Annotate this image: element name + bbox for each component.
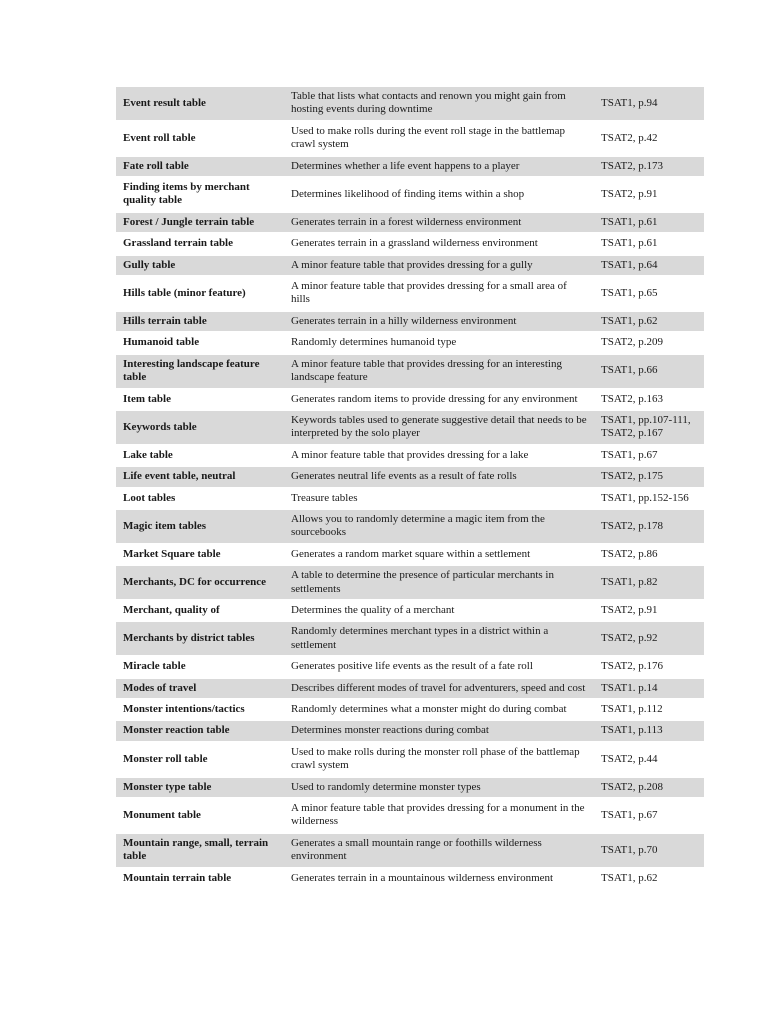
table-row xyxy=(116,234,704,255)
table-source-cell: TSAT1, p.65 xyxy=(594,277,704,312)
table-description-cell: Used to make rolls during the monster roll phase of the battlemap crawl system xyxy=(284,743,594,778)
table-name-cell: Finding items by merchant quality table xyxy=(116,178,284,213)
table-name-cell: Gully table xyxy=(116,256,284,277)
table-description-cell: Generates positive life events as the result of a fate roll xyxy=(284,657,594,678)
table-row xyxy=(116,178,704,213)
table-row xyxy=(116,834,704,869)
table-description-cell: Allows you to randomly determine a magic item from the sourcebooks xyxy=(284,510,594,545)
table-source-cell: TSAT2, p.92 xyxy=(594,622,704,657)
table-row xyxy=(116,333,704,354)
table-row xyxy=(116,411,704,446)
table-source-cell: TSAT1, p.62 xyxy=(594,869,704,890)
table-body xyxy=(116,87,704,890)
table-row xyxy=(116,622,704,657)
table-row xyxy=(116,869,704,890)
table-name-cell: Monster intentions/tactics xyxy=(116,700,284,721)
table-row xyxy=(116,87,704,122)
table-name-cell: Hills terrain table xyxy=(116,312,284,333)
table-source-cell: TSAT1, p.64 xyxy=(594,256,704,277)
table-description-cell: Keywords tables used to generate suggestive detail that needs to be interpreted by the solo player xyxy=(284,411,594,446)
table-name-cell: Forest / Jungle terrain table xyxy=(116,213,284,234)
table-name-cell: Interesting landscape feature table xyxy=(116,355,284,390)
table-description-cell: A table to determine the presence of particular merchants in settlements xyxy=(284,566,594,601)
table-description-cell: Randomly determines humanoid type xyxy=(284,333,594,354)
table-source-cell: TSAT1. p.14 xyxy=(594,679,704,700)
table-name-cell: Humanoid table xyxy=(116,333,284,354)
table-name-cell: Lake table xyxy=(116,446,284,467)
table-description-cell: Generates a small mountain range or foothills wilderness environment xyxy=(284,834,594,869)
table-name-cell: Merchants by district tables xyxy=(116,622,284,657)
table-source-cell: TSAT2, p.175 xyxy=(594,467,704,488)
table-source-cell: TSAT1, pp.107-111, TSAT2, p.167 xyxy=(594,411,704,446)
table-row xyxy=(116,256,704,277)
table-row xyxy=(116,545,704,566)
table-description-cell: Generates random items to provide dressing for any environment xyxy=(284,390,594,411)
table-name-cell: Hills table (minor feature) xyxy=(116,277,284,312)
table-description-cell: Treasure tables xyxy=(284,489,594,510)
table-row xyxy=(116,566,704,601)
table-row xyxy=(116,601,704,622)
table-name-cell: Fate roll table xyxy=(116,157,284,178)
table-source-cell: TSAT2, p.178 xyxy=(594,510,704,545)
table-row xyxy=(116,510,704,545)
table-description-cell: A minor feature table that provides dressing for a lake xyxy=(284,446,594,467)
table-row xyxy=(116,277,704,312)
table-name-cell: Event result table xyxy=(116,87,284,122)
table-source-cell: TSAT1, p.70 xyxy=(594,834,704,869)
table-description-cell: A minor feature table that provides dressing for a small area of hills xyxy=(284,277,594,312)
table-source-cell: TSAT1, p.94 xyxy=(594,87,704,122)
table-row xyxy=(116,390,704,411)
table-row xyxy=(116,213,704,234)
table-name-cell: Grassland terrain table xyxy=(116,234,284,255)
table-name-cell: Market Square table xyxy=(116,545,284,566)
table-description-cell: Determines whether a life event happens to a player xyxy=(284,157,594,178)
table-row xyxy=(116,721,704,742)
table-description-cell: Generates terrain in a mountainous wilderness environment xyxy=(284,869,594,890)
table-source-cell: TSAT2, p.208 xyxy=(594,778,704,799)
table-description-cell: Generates terrain in a forest wilderness environment xyxy=(284,213,594,234)
table-source-cell: TSAT2, p.42 xyxy=(594,122,704,157)
table-description-cell: Randomly determines merchant types in a district within a settlement xyxy=(284,622,594,657)
table-description-cell: Determines likelihood of finding items within a shop xyxy=(284,178,594,213)
table-source-cell: TSAT2, p.176 xyxy=(594,657,704,678)
table-row xyxy=(116,700,704,721)
table-source-cell: TSAT1, p.62 xyxy=(594,312,704,333)
table-row xyxy=(116,446,704,467)
table-description-cell: Randomly determines what a monster might do during combat xyxy=(284,700,594,721)
table-name-cell: Monster reaction table xyxy=(116,721,284,742)
table-description-cell: A minor feature table that provides dressing for an interesting landscape feature xyxy=(284,355,594,390)
table-name-cell: Item table xyxy=(116,390,284,411)
table-source-cell: TSAT2, p.163 xyxy=(594,390,704,411)
table-name-cell: Event roll table xyxy=(116,122,284,157)
table-name-cell: Mountain terrain table xyxy=(116,869,284,890)
table-source-cell: TSAT2, p.44 xyxy=(594,743,704,778)
table-name-cell: Mountain range, small, terrain table xyxy=(116,834,284,869)
table-source-cell: TSAT1, p.67 xyxy=(594,799,704,834)
table-description-cell: A minor feature table that provides dressing for a gully xyxy=(284,256,594,277)
table-row xyxy=(116,679,704,700)
table-source-cell: TSAT1, p.112 xyxy=(594,700,704,721)
table-description-cell: Generates neutral life events as a result of fate rolls xyxy=(284,467,594,488)
table-row xyxy=(116,489,704,510)
table-name-cell: Monster roll table xyxy=(116,743,284,778)
table-description-cell: Table that lists what contacts and renown you might gain from hosting events during downtime xyxy=(284,87,594,122)
table-source-cell: TSAT2, p.86 xyxy=(594,545,704,566)
table-row xyxy=(116,157,704,178)
table-description-cell: Describes different modes of travel for adventurers, speed and cost xyxy=(284,679,594,700)
table-description-cell: Generates terrain in a hilly wilderness environment xyxy=(284,312,594,333)
table-source-cell: TSAT2, p.173 xyxy=(594,157,704,178)
table-source-cell: TSAT2, p.91 xyxy=(594,601,704,622)
table-description-cell: A minor feature table that provides dressing for a monument in the wilderness xyxy=(284,799,594,834)
table-row xyxy=(116,467,704,488)
table-row xyxy=(116,312,704,333)
table-source-cell: TSAT1, p.61 xyxy=(594,234,704,255)
table-name-cell: Monument table xyxy=(116,799,284,834)
table-source-cell: TSAT1, p.67 xyxy=(594,446,704,467)
table-description-cell: Generates a random market square within a settlement xyxy=(284,545,594,566)
table-description-cell: Used to randomly determine monster types xyxy=(284,778,594,799)
table-name-cell: Life event table, neutral xyxy=(116,467,284,488)
table-row xyxy=(116,778,704,799)
document-page xyxy=(116,87,704,890)
table-source-cell: TSAT1, pp.152-156 xyxy=(594,489,704,510)
table-source-cell: TSAT1, p.66 xyxy=(594,355,704,390)
table-name-cell: Magic item tables xyxy=(116,510,284,545)
table-source-cell: TSAT2, p.209 xyxy=(594,333,704,354)
table-row xyxy=(116,122,704,157)
table-source-cell: TSAT1, p.61 xyxy=(594,213,704,234)
table-row xyxy=(116,799,704,834)
table-name-cell: Modes of travel xyxy=(116,679,284,700)
table-name-cell: Merchants, DC for occurrence xyxy=(116,566,284,601)
table-name-cell: Monster type table xyxy=(116,778,284,799)
table-row xyxy=(116,743,704,778)
table-index xyxy=(116,87,704,890)
table-name-cell: Miracle table xyxy=(116,657,284,678)
table-source-cell: TSAT2, p.91 xyxy=(594,178,704,213)
table-row xyxy=(116,657,704,678)
table-description-cell: Determines monster reactions during combat xyxy=(284,721,594,742)
table-description-cell: Determines the quality of a merchant xyxy=(284,601,594,622)
table-source-cell: TSAT1, p.113 xyxy=(594,721,704,742)
table-name-cell: Keywords table xyxy=(116,411,284,446)
table-description-cell: Generates terrain in a grassland wilderness environment xyxy=(284,234,594,255)
table-row xyxy=(116,355,704,390)
table-name-cell: Loot tables xyxy=(116,489,284,510)
table-description-cell: Used to make rolls during the event roll stage in the battlemap crawl system xyxy=(284,122,594,157)
table-name-cell: Merchant, quality of xyxy=(116,601,284,622)
table-source-cell: TSAT1, p.82 xyxy=(594,566,704,601)
